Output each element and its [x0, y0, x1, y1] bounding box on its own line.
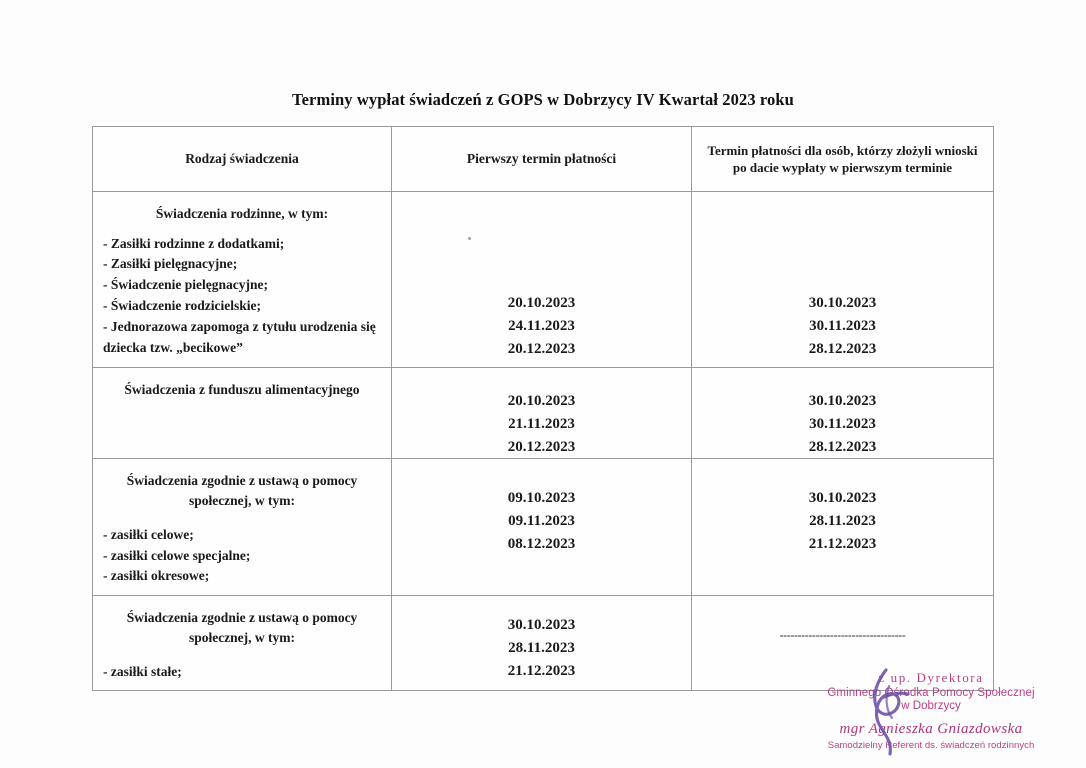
list-item: - Zasiłki pielęgnacyjne; [103, 256, 238, 272]
date-list [692, 192, 993, 360]
first-payment-dates-cell [392, 368, 692, 459]
list-item: - zasiłki okresowe; [103, 568, 210, 584]
benefit-type-cell [93, 192, 392, 368]
benefit-item-list [103, 525, 381, 588]
benefit-item-list [103, 662, 381, 683]
date-value: 08.12.2023 [507, 536, 576, 553]
benefit-category-title: Świadczenia zgodnie z ustawą o pomocy społecznej, w tym: [126, 610, 358, 645]
date-value: 20.12.2023 [507, 438, 576, 455]
first-payment-dates-cell [392, 192, 692, 368]
date-value: 30.10.2023 [808, 490, 877, 507]
table-header-row [93, 127, 994, 192]
list-item: - Jednorazowa zapomoga z tytułu urodzenia się dziecka tzw. „becikowe” [103, 319, 376, 356]
column-header-late-payment-date: Termin płatności dla osób, którzy złożyli wnioski po dacie wypłaty w pierwszym terminie [692, 127, 994, 192]
stamp-line-signatory-role: Samodzielny Referent ds. świadczeń rodzinnych [827, 740, 1035, 751]
date-list [692, 459, 993, 555]
table-row [93, 459, 994, 596]
benefit-type-cell [93, 596, 392, 691]
stamp-line-signatory-name: mgr Agnieszka Gniazdowska [839, 721, 1023, 737]
date-value: 20.10.2023 [507, 393, 576, 410]
date-value: 09.11.2023 [508, 513, 575, 530]
date-value: 30.10.2023 [507, 617, 576, 634]
date-value: 21.12.2023 [507, 662, 576, 679]
benefit-type-cell [93, 368, 392, 459]
date-value: 24.11.2023 [508, 317, 575, 334]
first-payment-dates-cell [392, 459, 692, 596]
date-value: 30.10.2023 [808, 393, 877, 410]
table-row [93, 192, 994, 368]
late-payment-dates-cell [692, 368, 994, 459]
stamp-line-locality: w Dobrzycy [901, 700, 961, 712]
stamp-line-authority: z up. Dyrektora [878, 670, 984, 685]
list-item: - Świadczenie pielęgnacyjne; [103, 277, 268, 293]
benefit-item-list [103, 234, 381, 360]
list-item: - zasiłki celowe; [103, 526, 194, 542]
column-header-benefit-type: Rodzaj świadczenia [93, 127, 392, 192]
signature-stamp [806, 668, 1056, 760]
list-item: - Zasiłki rodzinne z dodatkami; [103, 235, 285, 251]
benefit-category-title: Świadczenia zgodnie z ustawą o pomocy społecznej, w tym: [126, 473, 358, 509]
date-value: 20.12.2023 [507, 340, 576, 357]
date-value: 30.11.2023 [809, 415, 876, 432]
date-list [692, 368, 993, 458]
list-item: - zasiłki stałe; [103, 663, 182, 679]
benefit-category-title: Świadczenia rodzinne, w tym: [155, 206, 329, 221]
date-value: 30.10.2023 [808, 295, 877, 311]
date-list [392, 459, 691, 555]
date-value: 21.12.2023 [808, 536, 877, 553]
date-value: 28.12.2023 [808, 438, 877, 455]
benefit-type-cell [93, 459, 392, 596]
list-item: - Świadczenie rodzicielskie; [103, 298, 261, 314]
first-payment-dates-cell [392, 596, 692, 691]
late-payment-dates-cell [692, 192, 994, 368]
date-value: 09.10.2023 [507, 490, 576, 507]
date-value: 28.12.2023 [808, 340, 877, 357]
date-value: 28.11.2023 [809, 513, 876, 530]
column-header-first-payment-date: Pierwszy termin płatności [392, 127, 692, 192]
stamp-line-institution: Gminnego Ośrodka Pomocy Społecznej [827, 687, 1035, 699]
list-item: - zasiłki celowe specjalne; [103, 547, 251, 563]
scan-artifact-speck [468, 237, 471, 240]
date-value: 28.11.2023 [508, 640, 575, 657]
date-value: 20.10.2023 [507, 295, 576, 311]
date-value: 21.11.2023 [508, 415, 575, 432]
page-title: Terminy wypłat świadczeń z GOPS w Dobrzycy IV Kwartał 2023 roku [292, 90, 794, 109]
late-payment-dates-cell [692, 459, 994, 596]
date-list [392, 192, 691, 360]
table-row [93, 368, 994, 459]
date-list [392, 368, 691, 458]
not-applicable-placeholder: ----------------------------------- [779, 628, 906, 643]
benefit-category-title: Świadczenia z funduszu alimentacyjnego [124, 382, 360, 398]
date-value: 30.11.2023 [809, 317, 876, 334]
date-list [392, 596, 691, 682]
